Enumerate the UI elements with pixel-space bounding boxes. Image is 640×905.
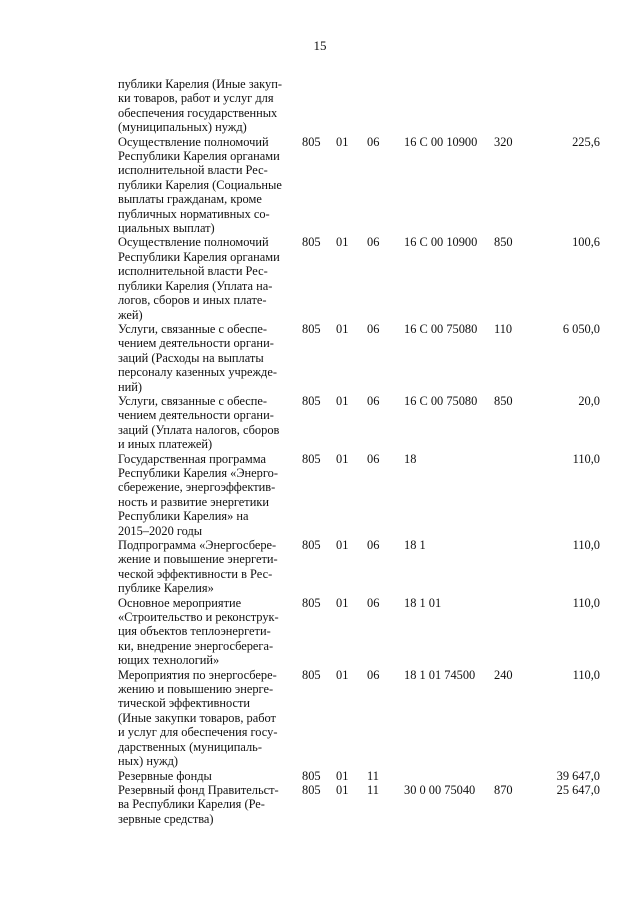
row-target: 18 1 01 74500 [404, 667, 476, 682]
row-name: Мероприятия по энергосбере- жению и повышению энерге- тической эффективности (Иные закупки товаров, работ и услуг для обеспечения госу- дарственных (муниципаль- ных) нужд) [118, 667, 278, 769]
row-sum: 110,0 [572, 595, 600, 610]
row-name: публики Карелия (Иные закуп- ки товаров, работ и услуг для обеспечения государственных (муниципальных) нужд) [118, 77, 282, 135]
row-target: 16 С 00 75080 [404, 321, 478, 336]
row-section: 01 [336, 782, 349, 797]
row-name: Услуги, связанные с обеспе- чением деятельности органи- заций (Уплата налогов, сборов и иных платежей) [118, 393, 280, 452]
row-code: 805 [302, 667, 321, 682]
row-expense: 110 [494, 321, 513, 336]
row-code: 805 [302, 451, 321, 466]
row-code: 805 [302, 393, 321, 408]
row-section: 01 [336, 451, 349, 466]
row-section: 01 [336, 134, 349, 149]
row-section: 01 [336, 768, 349, 783]
page-number: 15 [313, 38, 327, 53]
row-target: 18 [404, 451, 417, 466]
row-section: 01 [336, 321, 349, 336]
budget-table [118, 77, 600, 826]
row-sum: 110,0 [572, 538, 600, 552]
row-section: 01 [336, 393, 349, 408]
row-expense: 320 [494, 134, 513, 149]
row-code: 805 [302, 595, 321, 610]
table-row [118, 596, 600, 668]
row-target: 18 1 01 [404, 595, 442, 610]
row-section: 01 [336, 235, 349, 250]
row-subsection: 06 [367, 451, 380, 466]
row-section: 01 [336, 538, 349, 552]
row-name: Государственная программа Республики Карелия «Энерго- сбережение, энергоэффектив- ность и развитие энергетики Республики Карелия» на 2015–2020 годы [118, 451, 278, 538]
row-subsection: 06 [367, 667, 380, 682]
row-name: Резервные фонды [118, 768, 212, 783]
row-section: 01 [336, 667, 349, 682]
table-row [118, 322, 600, 394]
table-row [118, 783, 600, 826]
row-code: 805 [302, 321, 321, 336]
table-row [118, 769, 600, 783]
row-sum: 6 050,0 [562, 321, 600, 336]
row-code: 805 [302, 768, 321, 783]
row-target: 30 0 00 75040 [404, 782, 476, 797]
row-sum: 100,6 [572, 235, 600, 250]
row-expense: 240 [494, 667, 513, 682]
row-subsection: 06 [367, 235, 380, 250]
row-code: 805 [302, 134, 321, 149]
row-sum: 225,6 [572, 134, 600, 149]
row-expense: 850 [494, 235, 513, 250]
row-sum: 25 647,0 [556, 782, 600, 797]
row-subsection: 06 [367, 393, 380, 408]
row-name: Подпрограмма «Энергосбере- жение и повышение энергети- ческой эффективности в Рес- публике Карелия» [118, 538, 278, 596]
row-target: 18 1 [404, 538, 426, 552]
row-target: 16 С 00 10900 [404, 235, 478, 250]
table-row [118, 235, 600, 321]
row-target: 16 С 00 10900 [404, 134, 478, 149]
table-row [118, 668, 600, 769]
row-name: Услуги, связанные с обеспе- чением деятельности органи- заций (Расходы на выплаты персоналу казенных учрежде- ний) [118, 321, 277, 394]
row-subsection: 06 [367, 538, 380, 552]
row-code: 805 [302, 235, 321, 250]
row-name: Осуществление полномочий Республики Карелия органами исполнительной власти Рес- публики Карелия (Уплата на- логов, сборов и иных плате- жей) [118, 235, 280, 322]
table-row [118, 135, 600, 236]
row-subsection: 11 [367, 782, 379, 797]
table-row [118, 538, 600, 596]
row-expense: 850 [494, 393, 513, 408]
row-subsection: 06 [367, 595, 380, 610]
row-sum: 110,0 [572, 451, 600, 466]
table-row [118, 394, 600, 452]
table-row [118, 452, 600, 538]
row-subsection: 11 [367, 768, 379, 783]
row-sum: 110,0 [572, 667, 600, 682]
row-name: Осуществление полномочий Республики Карелия органами исполнительной власти Рес- публики Карелия (Социальные выплаты гражданам, кроме публичных нормативных со- циальных выплат) [118, 134, 282, 236]
row-sum: 20,0 [578, 393, 600, 408]
row-name: Резервный фонд Правительст- ва Республики Карелия (Ре- зервные средства) [118, 782, 279, 826]
row-subsection: 06 [367, 134, 380, 149]
row-code: 805 [302, 538, 321, 552]
row-subsection: 06 [367, 321, 380, 336]
row-code: 805 [302, 782, 321, 797]
table-row [118, 77, 600, 135]
row-name: Основное мероприятие «Строительство и реконструк- ция объектов теплоэнергети- ки, внедрение энергосберега- ющих технологий» [118, 595, 279, 668]
row-section: 01 [336, 595, 349, 610]
row-expense: 870 [494, 782, 513, 797]
row-sum: 39 647,0 [556, 768, 600, 783]
row-target: 16 С 00 75080 [404, 393, 478, 408]
